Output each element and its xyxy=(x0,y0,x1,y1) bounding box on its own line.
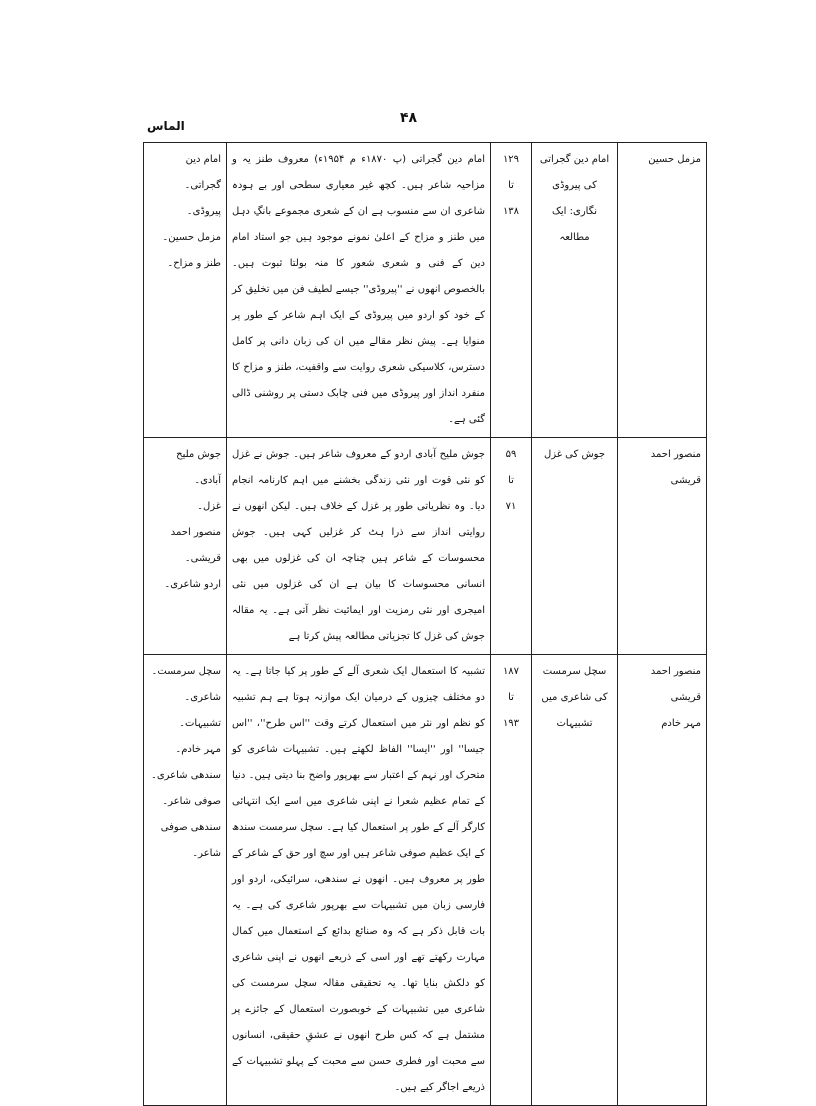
article-index-table xyxy=(143,142,707,1106)
abstract-cell: امام دین گجراتی (پ ۱۸۷۰ء م ۱۹۵۴ء) معروف طنز یہ و مزاحیہ شاعر ہیں۔ کچھ غیر معیاری سطحی اور بے ہودہ شاعری ان سے منسوب ہے ان کے شعری مجموعے بانگِ دہل میں طنز و مزاح کے اعلیٰ نمونے موجود ہیں جو استاد امام دین کے فنی و شعری شعور کا منہ بولتا ثبوت ہیں۔ بالخصوص انھوں نے ''پیروڈی'' جیسے لطیف فن میں تخلیق کر کے خود کو اردو میں پیروڈی کے ایک اہم شاعر کے طور پر منوایا ہے۔ پیش نظر مقالے میں ان کی زبان دانی پر کامل دسترس، کلاسیکی شعری روایت سے واقفیت، طنز و مزاح کا منفرد انداز اور پیروڈی میں فنی چابک دستی پر روشنی ڈالی گئی ہے۔ xyxy=(227,143,491,438)
author-name: منصور احمد قریشی xyxy=(650,666,701,703)
table-row xyxy=(144,143,707,438)
keyword: امام دین گجراتی۔ xyxy=(184,154,221,191)
keywords-cell xyxy=(144,143,227,438)
article-title-cell: جوش کی غزل xyxy=(532,438,618,655)
article-title-cell: سچل سرمست کی شاعری میں تشبیہات xyxy=(532,655,618,1106)
page-end: ۷۱ xyxy=(505,501,517,512)
keyword: جوش ملیح آبادی۔ xyxy=(176,449,221,486)
author-cell xyxy=(618,655,707,1106)
keyword: سچل سرمست۔ xyxy=(151,666,221,677)
author-name: مہر خادم xyxy=(661,718,701,729)
keyword: پیروڈی۔ xyxy=(186,206,221,217)
keyword: غزل۔ xyxy=(197,501,221,512)
page-end: ۱۳۸ xyxy=(502,206,520,217)
keywords-cell xyxy=(144,438,227,655)
keyword: منصور احمد قریشی۔ xyxy=(170,527,221,564)
keyword: شاعری۔ xyxy=(184,692,221,703)
table-row xyxy=(144,655,707,1106)
page-start: ۱۸۷ xyxy=(502,666,520,677)
keyword: تشبیہات۔ xyxy=(179,718,221,729)
page-range-separator: تا xyxy=(508,692,514,703)
author-name: مزمل حسین xyxy=(648,154,701,165)
abstract-cell: جوش ملیح آبادی اردو کے معروف شاعر ہیں۔ جوش نے غزل کو نئی قوت اور نئی زندگی بخشنے میں اہم کارنامہ انجام دیا۔ وہ نظریاتی طور پر غزل کے خلاف ہیں۔ لیکن انھوں نے روایتی انداز سے ذرا ہٹ کر غزلیں کہی ہیں۔ جوش محسوسات کے شاعر ہیں چناچہ ان کی غزلوں میں بھی انسانی محسوسات کا بیان ہے ان کی غزلوں میں نئی امیجری اور نئی رمزیت اور ایمائیت نظر آتی ہے۔ یہ مقالہ جوش کی غزل کا تجزیاتی مطالعہ پیش کرتا ہے xyxy=(227,438,491,655)
page-number: ۴۸ xyxy=(400,110,418,126)
author-cell xyxy=(618,143,707,438)
page-range-cell xyxy=(491,143,532,438)
table-row xyxy=(144,438,707,655)
author-cell xyxy=(618,438,707,655)
keyword: مہر خادم۔سندھی شاعری۔صوفی شاعر۔سندھی صوفی شاعر۔ xyxy=(150,744,221,859)
page-range-cell xyxy=(491,655,532,1106)
page-range-separator: تا xyxy=(508,180,514,191)
keyword: اردو شاعری۔ xyxy=(164,579,221,590)
keyword: مزمل حسین۔ xyxy=(162,232,221,243)
journal-title: الماس xyxy=(147,119,185,133)
abstract-cell: تشبیہ کا استعمال ایک شعری آلے کے طور پر کیا جاتا ہے۔ یہ دو مختلف چیزوں کے درمیان ایک موازنہ ہوتا ہے ہم تشبیہ کو نظم اور نثر میں استعمال کرتے وقت ''اس طرح''، ''اس جیسا'' اور ''ایسا'' الفاظ لکھتے ہیں۔ تشبیہات شاعری کو متحرک اور نہم کے اعتبار سے بھرپور واضح بنا دیتی ہیں۔ دنیا کے تمام عظیم شعرا نے اپنی شاعری میں اسے ایک انتہائی کارگر آلے کے طور پر استعمال کیا ہے۔ سچل سرمست سندھ کے ایک عظیم صوفی شاعر ہیں اور سچ اور حق کے شاعر کے طور پر معروف ہیں۔ انھوں نے سندھی، سرائیکی، اردو اور فارسی زبان میں تشبیہات سے بھرپور شاعری کی ہے۔ یہ بات قابل ذکر ہے کہ وہ صنائع بدائع کے استعمال میں کمال مہارت رکھتے تھے اور اسی کے ذریعے انھوں نے اپنی شاعری کو دلکش بنایا تھا۔ یہ تحقیقی مقالہ سچل سرمست کی شاعری میں تشبیہات کے خوبصورت استعمال کے جائزے پر مشتمل ہے کہ کس طرح انھوں نے عشقِ حقیقی، انسانوں سے محبت اور فطری حسن سے محبت کے پہلو تشبیہات کے ذریعے اجاگر کیے ہیں۔ xyxy=(227,655,491,1106)
page-range-cell xyxy=(491,438,532,655)
page-start: ۱۲۹ xyxy=(502,154,520,165)
article-title-cell: امام دین گجراتی کی پیروڈی نگاری: ایک مطالعہ xyxy=(532,143,618,438)
keywords-cell xyxy=(144,655,227,1106)
page-range-separator: تا xyxy=(508,475,514,486)
keyword: طنز و مزاح۔ xyxy=(167,258,221,269)
page-end: ۱۹۳ xyxy=(502,718,520,729)
author-name: منصور احمد قریشی xyxy=(650,449,701,486)
page-start: ۵۹ xyxy=(505,449,517,460)
